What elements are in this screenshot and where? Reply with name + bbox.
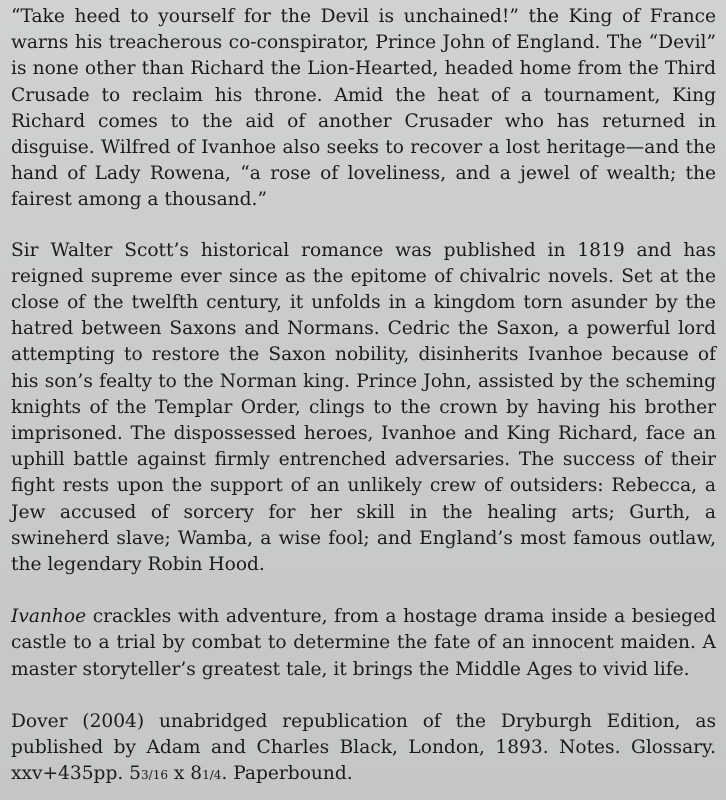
synopsis-paragraph-3-text: crackles with adventure, from a hostage drama inside a besieged castle to a trial by combat to determine the fate of an innocent maiden. A master storyteller’s greatest tale, it brings the Middle Ages to vivid life. [11,606,716,680]
height-fraction: 1/4 [202,768,222,783]
synopsis-paragraph-1: “Take heed to yourself for the Devil is unchained!” the King of France warns his treacherous co-conspirator, Prince John of England. The “Devil” is none other than Richard the Lion-Hearted, headed home from the Third Crusade to reclaim his throne. Amid the heat of a tournament, King Richard comes to the aid of another Crusader who has returned in disguise. Wilfred of Ivanhoe also seeks to recover a lost heritage—and the hand of Lady Rowena, “a rose of loveliness, and a jewel of wealth; the fairest among a thousand.” [11,6,716,211]
synopsis-paragraph-2: Sir Walter Scott’s historical romance was published in 1819 and has reigned supreme ever since as the epitome of chivalric novels. Set at the close of the twelfth century, it unfolds in a kingdom torn asunder by the hatred between Saxons and Normans. Cedric the Saxon, a powerful lord attempting to restore the Saxon nobility, disinherits Ivanhoe because of his son’s fealty to the Norman king. Prince John, assisted by the scheming knights of the Templar Order, clings to the crown by having his brother imprisoned. The dispossessed heroes, Ivanhoe and King Richard, face an uphill battle against firmly entrenched adversaries. The success of their fight rests upon the support of an unlikely crew of outsiders: Rebecca, a Jew accused of sorcery for her skill in the healing arts; Gurth, a swineherd slave; Wamba, a wise fool; and England’s most famous outlaw, the legendary Robin Hood. [11,239,716,576]
size-separator: x 8 [167,763,203,785]
publication-details [11,709,716,789]
binding-text: . Paperbound. [221,763,353,785]
width-fraction: 3/16 [141,768,168,783]
synopsis-paragraph-3 [11,604,716,683]
book-title-italic: Ivanhoe [11,606,87,628]
publication-details-text: Dover (2004) unabridged republication of the Dryburgh Edition, as published by Adam and Charles Black, London, 1893. Notes. Glossary. xxv+435pp. 5 [11,710,716,785]
